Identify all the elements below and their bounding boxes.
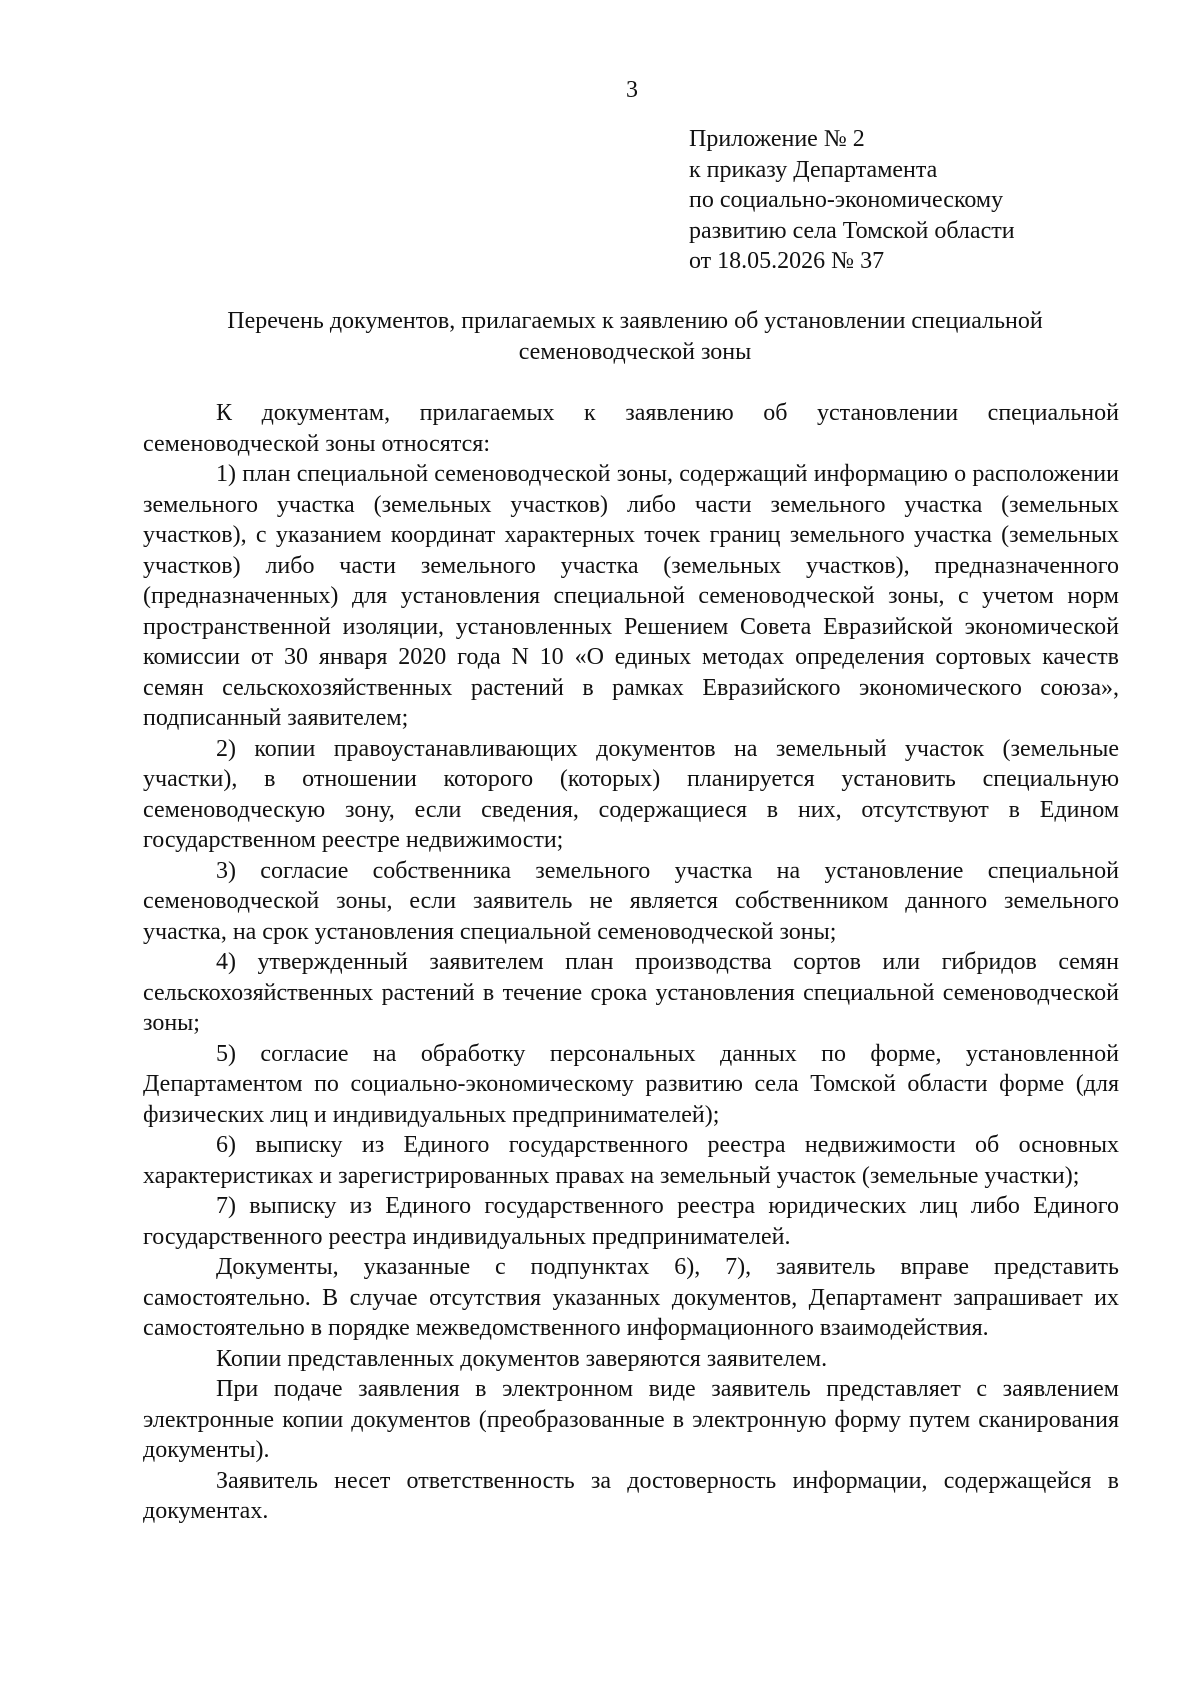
page-number: 3 <box>626 77 638 103</box>
appendix-line: от 18.05.2026 № 37 <box>689 248 885 274</box>
list-item-4: 4) утвержденный заявителем план производства сортов или гибридов семян сельскохозяйственных растений в течение срока установления специальной семеноводческой зоны; <box>143 949 1119 1036</box>
appendix-line: по социально-экономическому <box>689 187 1004 213</box>
list-item-1: 1) план специальной семеноводческой зоны, содержащий информацию о расположении земельного участка (земельных участков) либо части земельного участка (земельных участков), с указанием координат характерных точек границ земельного участка (земельных участков) либо части земельного участка (земельных участков), предназначенного (предназначенных) для установления специальной семеноводческой зоны, с учетом норм пространственной изоляции, установленных Решением Совета Евразийской экономической комиссии от 30 января 2020 года N 10 «О единых методах определения сортовых качеств семян сельскохозяйственных растений в рамках Евразийского экономического союза», подписанный заявителем; <box>143 461 1119 731</box>
list-item-5: 5) согласие на обработку персональных данных по форме, установленной Департаментом по социально-экономическому развитию села Томской области форме (для физических лиц и индивидуальных предпринимателей); <box>143 1040 1119 1128</box>
document-body <box>143 398 1119 1527</box>
note-paragraph: Копии представленных документов заверяются заявителем. <box>216 1345 828 1372</box>
appendix-line: Приложение № 2 <box>689 126 865 152</box>
note-paragraph: Документы, указанные с подпунктах 6), 7), заявитель вправе представить самостоятельно. В случае отсутствия указанных документов, Департамент запрашивает их самостоятельно в порядке межведомственного информационного взаимодействия. <box>143 1254 1119 1341</box>
note-paragraph: При подаче заявления в электронном виде заявитель представляет с заявлением электронные копии документов (преобразованные в электронную форму путем сканирования документы). <box>143 1376 1119 1463</box>
list-item-3: 3) согласие собственника земельного участка на установление специальной семеноводческой зоны, если заявитель не является собственником данного земельного участка, на срок установления специальной семеноводческой зоны; <box>143 857 1119 945</box>
appendix-line: к приказу Департамента <box>689 156 938 183</box>
intro-paragraph: К документам, прилагаемых к заявлению об установлении специальной семеноводческой зоны относятся: <box>143 400 1119 457</box>
list-item-6: 6) выписку из Единого государственного реестра недвижимости об основных характеристиках и зарегистрированных правах на земельный участок (земельные участки); <box>143 1132 1119 1189</box>
list-item-2: 2) копии правоустанавливающих документов на земельный участок (земельные участки), в отношении которого (которых) планируется установить специальную семеноводческую зону, если сведения, содержащиеся в них, отсутствуют в Едином государственном реестре недвижимости; <box>143 735 1119 853</box>
document-title: Перечень документов, прилагаемых к заявлению об установлении специальной семеноводческой зоны <box>227 308 1043 365</box>
appendix-line: развитию села Томской области <box>689 217 1015 244</box>
appendix-header <box>689 124 1169 277</box>
list-item-7: 7) выписку из Единого государственного реестра юридических лиц либо Единого государственного реестра индивидуальных предпринимателей. <box>143 1193 1119 1250</box>
note-paragraph: Заявитель несет ответственность за достоверность информации, содержащейся в документах. <box>143 1467 1119 1524</box>
